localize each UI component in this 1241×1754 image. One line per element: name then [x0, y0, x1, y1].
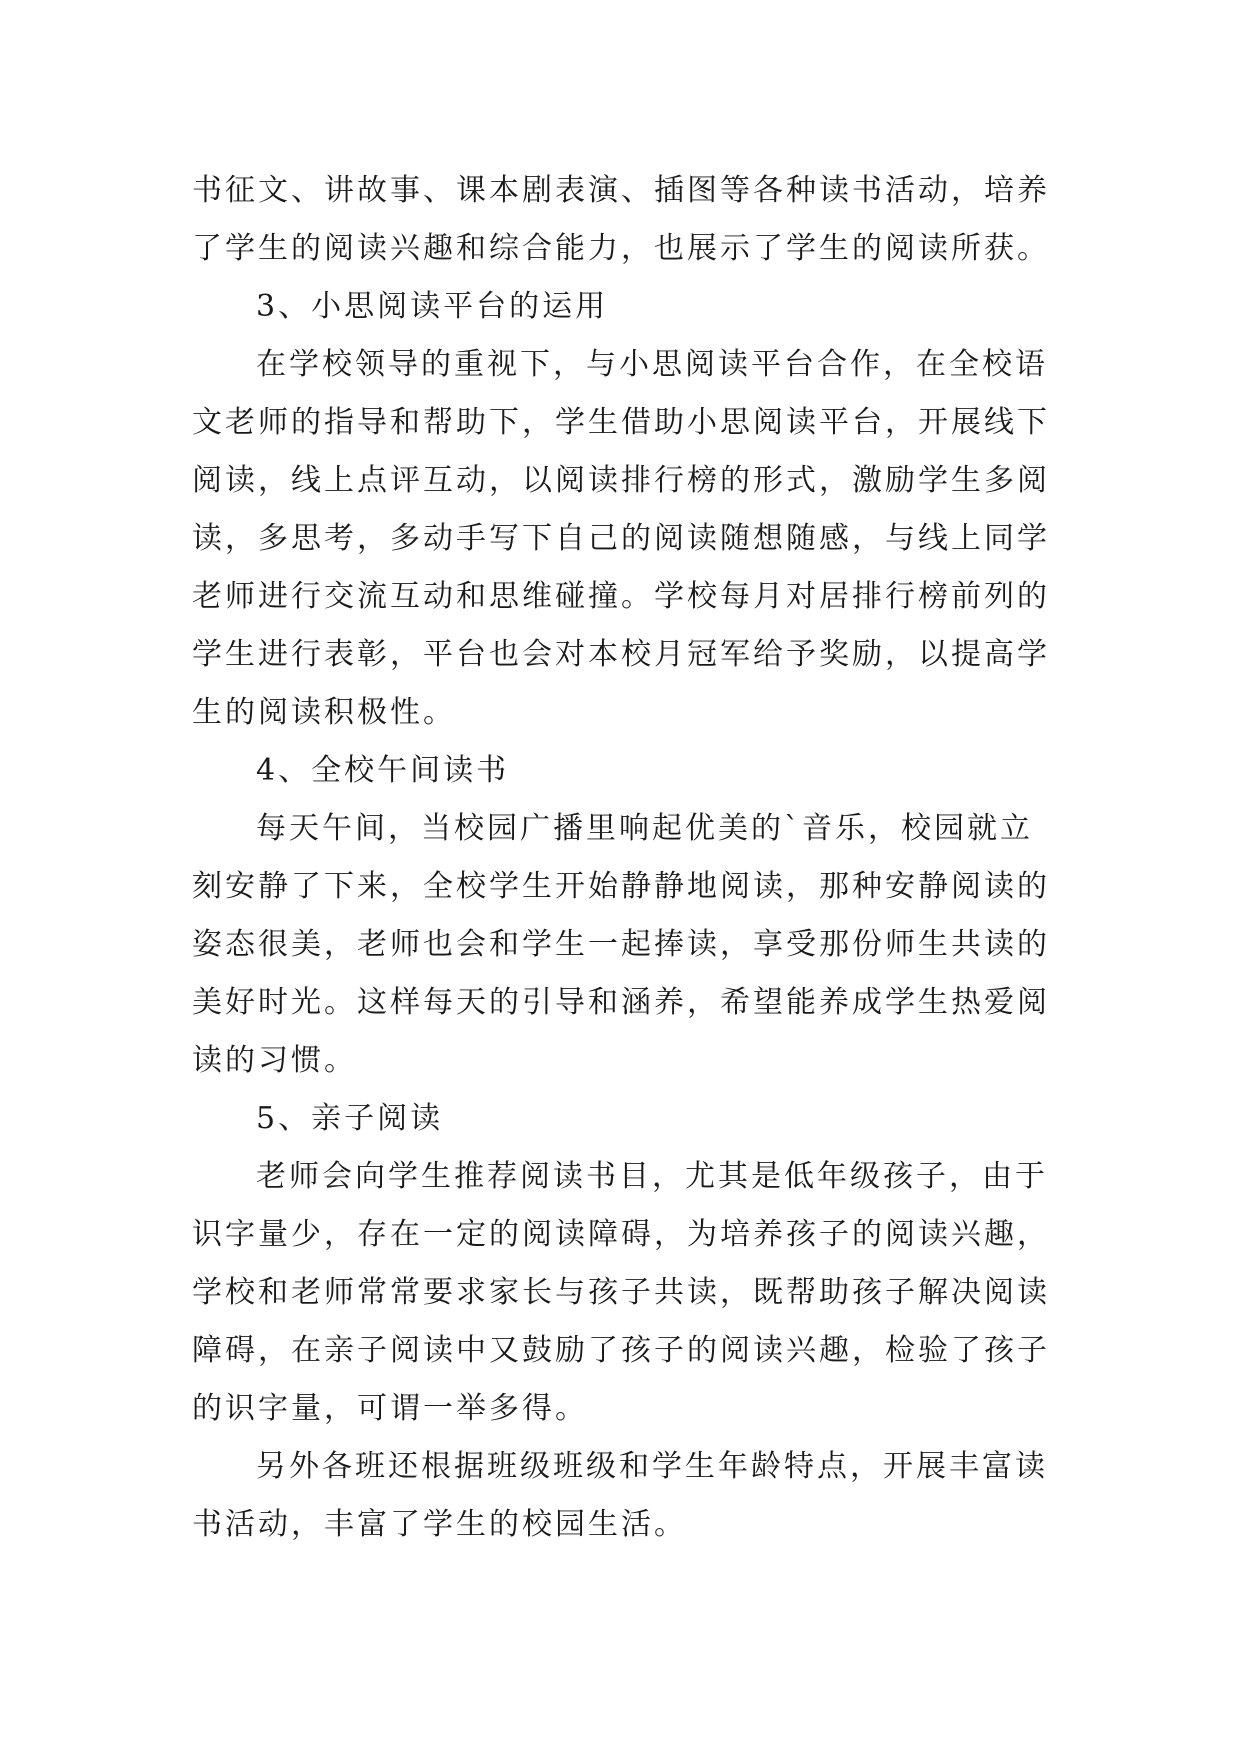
- text-line: 学生进行表彰，平台也会对本校月冠军给予奖励，以提高学: [192, 637, 1050, 672]
- text-line: 老师进行交流互动和思维碰撞。学校每月对居排行榜前列的: [192, 579, 1050, 614]
- text-line: 的识字量，可谓一举多得。: [192, 1391, 588, 1426]
- text-line: 刻安静了下来，全校学生开始静静地阅读，那种安静阅读的: [192, 869, 1050, 904]
- text-line: 美好时光。这样每天的引导和涵养，希望能养成学生热爱阅: [192, 985, 1050, 1020]
- text-line: 障碍，在亲子阅读中又鼓励了孩子的阅读兴趣，检验了孩子: [192, 1333, 1050, 1368]
- text-line: 文老师的指导和帮助下，学生借助小思阅读平台，开展线下: [192, 405, 1050, 440]
- text-line: 书活动，丰富了学生的校园生活。: [192, 1507, 687, 1542]
- text-line: 读，多思考，多动手写下自己的阅读随想随感，与线上同学: [192, 521, 1050, 556]
- text-line: 3、小思阅读平台的运用: [256, 289, 609, 324]
- text-line: 姿态很美，老师也会和学生一起捧读，享受那份师生共读的: [192, 927, 1050, 962]
- text-line: 生的阅读积极性。: [192, 695, 456, 730]
- text-line: 书征文、讲故事、课本剧表演、插图等各种读书活动，培养: [192, 173, 1050, 208]
- text-line: 了学生的阅读兴趣和综合能力，也展示了学生的阅读所获。: [192, 231, 1050, 266]
- text-line: 每天午间，当校园广播里响起优美的`音乐，校园就立: [256, 811, 1033, 846]
- text-line: 识字量少，存在一定的阅读障碍，为培养孩子的阅读兴趣，: [192, 1217, 1050, 1252]
- text-line: 另外各班还根据班级班级和学生年龄特点，开展丰富读: [256, 1449, 1048, 1484]
- text-line: 读的习惯。: [192, 1043, 357, 1078]
- text-line: 5、亲子阅读: [256, 1101, 444, 1136]
- document-body: [192, 162, 1062, 1554]
- text-line: 在学校领导的重视下，与小思阅读平台合作，在全校语: [256, 347, 1048, 382]
- text-line: 老师会向学生推荐阅读书目，尤其是低年级孩子，由于: [256, 1159, 1048, 1194]
- text-line: 阅读，线上点评互动，以阅读排行榜的形式，激励学生多阅: [192, 463, 1050, 498]
- text-line: 学校和老师常常要求家长与孩子共读，既帮助孩子解决阅读: [192, 1275, 1050, 1310]
- text-line: 4、全校午间读书: [256, 753, 510, 788]
